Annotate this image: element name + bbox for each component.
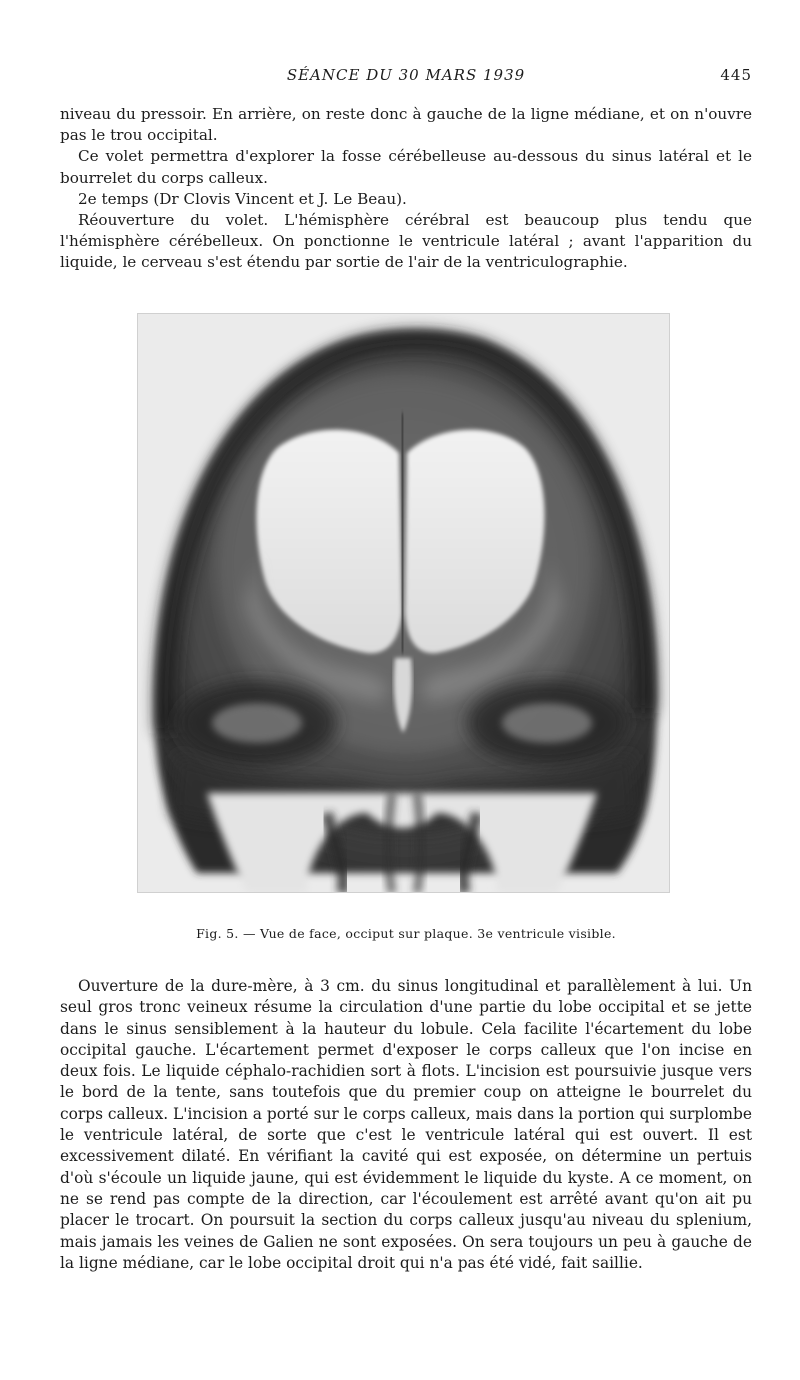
paragraph: Ce volet permettra d'explorer la fosse cérébelleuse au-dessous du sinus latéral et le bourrelet du corps calleux. xyxy=(60,147,752,187)
paragraph: Réouverture du volet. L'hémisphère cérébral est beaucoup plus tendu que l'hémisphère cérébelleux. On ponctionne le ventricule latéral ; avant l'apparition du liquide, le cerveau s'est étendu par sortie de l'air de la ventriculographie. xyxy=(60,211,752,272)
skull-radiograph-image xyxy=(137,313,670,893)
paragraph: niveau du pressoir. En arrière, on reste donc à gauche de la ligne médiane, et on n'ouvre pas le trou occipital. xyxy=(60,105,752,145)
page-number: 445 xyxy=(720,66,752,84)
running-title: SÉANCE DU 30 MARS 1939 xyxy=(286,66,526,84)
figure-caption: Fig. 5. — Vue de face, occiput sur plaque. 3e ventricule visible. xyxy=(196,926,616,941)
bottom-text-block xyxy=(60,976,752,1274)
running-head xyxy=(60,66,752,88)
top-text-block xyxy=(60,104,752,274)
xray-figure xyxy=(137,313,670,893)
paragraph: Ouverture de la dure-mère, à 3 cm. du sinus longitudinal et parallèlement à lui. Un seul gros tronc veineux résume la circulation d'une partie du lobe occipital et se jette dans le sinus sensiblement à la hauteur du lobule. Cela facilite l'écartement du lobe occipital gauche. L'écartement permet d'exposer le corps calleux que l'on incise en deux fois. Le liquide céphalo-rachidien sort à flots. L'incision est poursuivie jusque vers le bord de la tente, sans toutefois que du premier coup on atteigne le bourrelet du corps calleux. L'incision a porté sur le corps calleux, mais dans la portion qui surplombe le ventricule latéral, de sorte que c'est le ventricule latéral qui est ouvert. Il est excessivement dilaté. En vérifiant la cavité qui est exposée, on détermine un pertuis d'où s'écoule un liquide jaune, qui est évidemment le liquide du kyste. A ce moment, on ne se rend pas compte de la direction, car l'écoulement est arrêté avant qu'on ait pu placer le trocart. On poursuit la section du corps calleux jusqu'au niveau du splenium, mais jamais les veines de Galien ne sont exposées. On sera toujours un peu à gauche de la ligne médiane, car le lobe occipital droit qui n'a pas été vidé, fait saillie. xyxy=(60,977,752,1272)
paragraph: 2e temps (Dr Clovis Vincent et J. Le Beau). xyxy=(78,189,407,208)
